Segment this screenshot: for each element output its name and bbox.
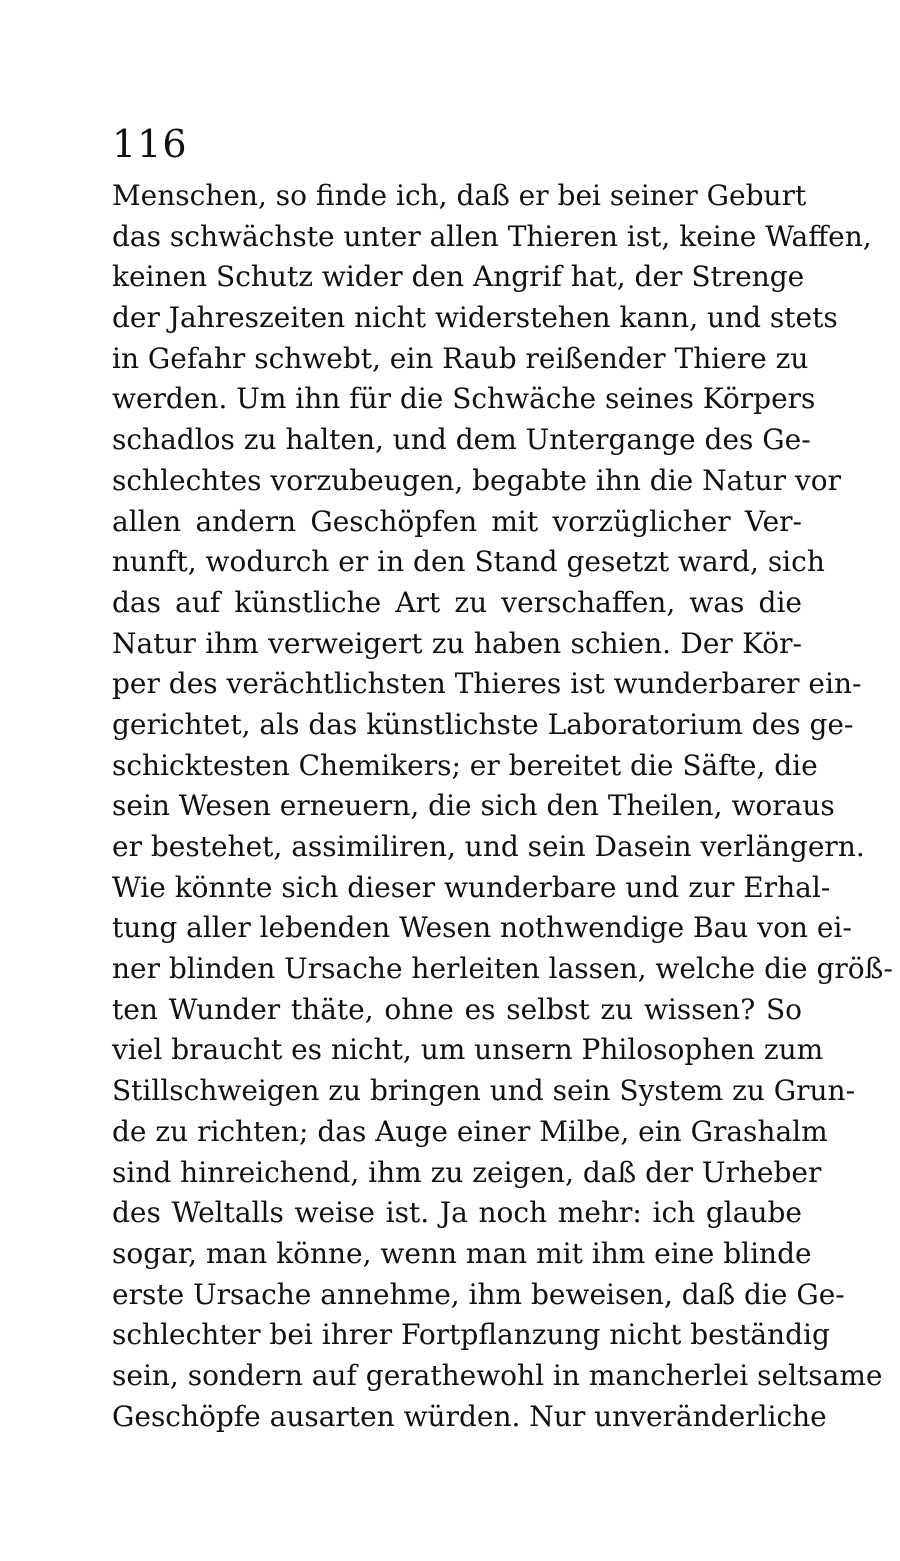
text-line: in Gefahr schwebt, ein Raub reißender Thiere zu	[112, 341, 809, 375]
page-number: 116	[112, 122, 188, 166]
text-line: werden. Um ihn für die Schwäche seines Körpers	[112, 382, 816, 416]
text-line: schlechtes vorzubeugen, begabte ihn die Natur vor	[112, 463, 841, 497]
text-line: sogar, man könne, wenn man mit ihm eine blinde	[112, 1236, 812, 1270]
text-line: gerichtet, als das künstlichste Laboratorium des ge-	[112, 707, 854, 741]
text-line: sind hinreichend, ihm zu zeigen, daß der Urheber	[112, 1155, 822, 1189]
text-line: ten Wunder thäte, ohne es selbst zu wissen? So	[112, 992, 802, 1026]
text-line: ner blinden Ursache herleiten lassen, welche die größ-	[112, 952, 893, 986]
text-line: sein, sondern auf gerathewohl in mancherlei seltsame	[112, 1358, 883, 1392]
text-line: Natur ihm verweigert zu haben schien. Der Kör-	[112, 626, 802, 660]
text-line: er bestehet, assimiliren, und sein Dasein verlängern.	[112, 830, 865, 863]
text-line: Wie könnte sich dieser wunderbare und zur Erhal-	[112, 870, 831, 904]
text-line: keinen Schutz wider den Angrif hat, der Strenge	[112, 260, 805, 294]
text-line: per des verächtlichsten Thieres ist wunderbarer ein-	[112, 667, 862, 701]
text-line: schlechter bei ihrer Fortpflanzung nicht beständig	[112, 1318, 830, 1352]
text-line: Geschöpfe ausarten würden. Nur unveränderliche	[112, 1399, 827, 1433]
text-line: schadlos zu halten, und dem Untergange des Ge-	[112, 423, 811, 457]
text-line: der Jahreszeiten nicht widerstehen kann, und stets	[112, 301, 838, 335]
text-line: des Weltalls weise ist. Ja noch mehr: ich glaube	[112, 1196, 802, 1230]
text-line: Menschen, so finde ich, daß er bei seiner Geburt	[112, 179, 807, 212]
text-line: viel braucht es nicht, um unsern Philosophen zum	[112, 1033, 824, 1067]
text-line: das auf künstliche Art zu verschaffen, was die	[112, 585, 802, 619]
text-line: de zu richten; das Auge einer Milbe, ein Grashalm	[112, 1114, 828, 1148]
text-line: erste Ursache annehme, ihm beweisen, daß die Ge-	[112, 1277, 845, 1311]
body-text	[112, 176, 893, 1437]
text-line: sein Wesen erneuern, die sich den Theilen, woraus	[112, 789, 835, 823]
text-line: nunft, wodurch er in den Stand gesetzt ward, sich	[112, 545, 825, 579]
text-line: tung aller lebenden Wesen nothwendige Bau von ei-	[112, 911, 852, 945]
text-line: allen andern Geschöpfen mit vorzüglicher Ver-	[112, 504, 802, 538]
text-line: das schwächste unter allen Thieren ist, keine Waffen,	[112, 219, 872, 253]
text-line: Stillschweigen zu bringen und sein System zu Grun-	[112, 1074, 856, 1108]
text-line: schicktesten Chemikers; er bereitet die Säfte, die	[112, 748, 818, 782]
